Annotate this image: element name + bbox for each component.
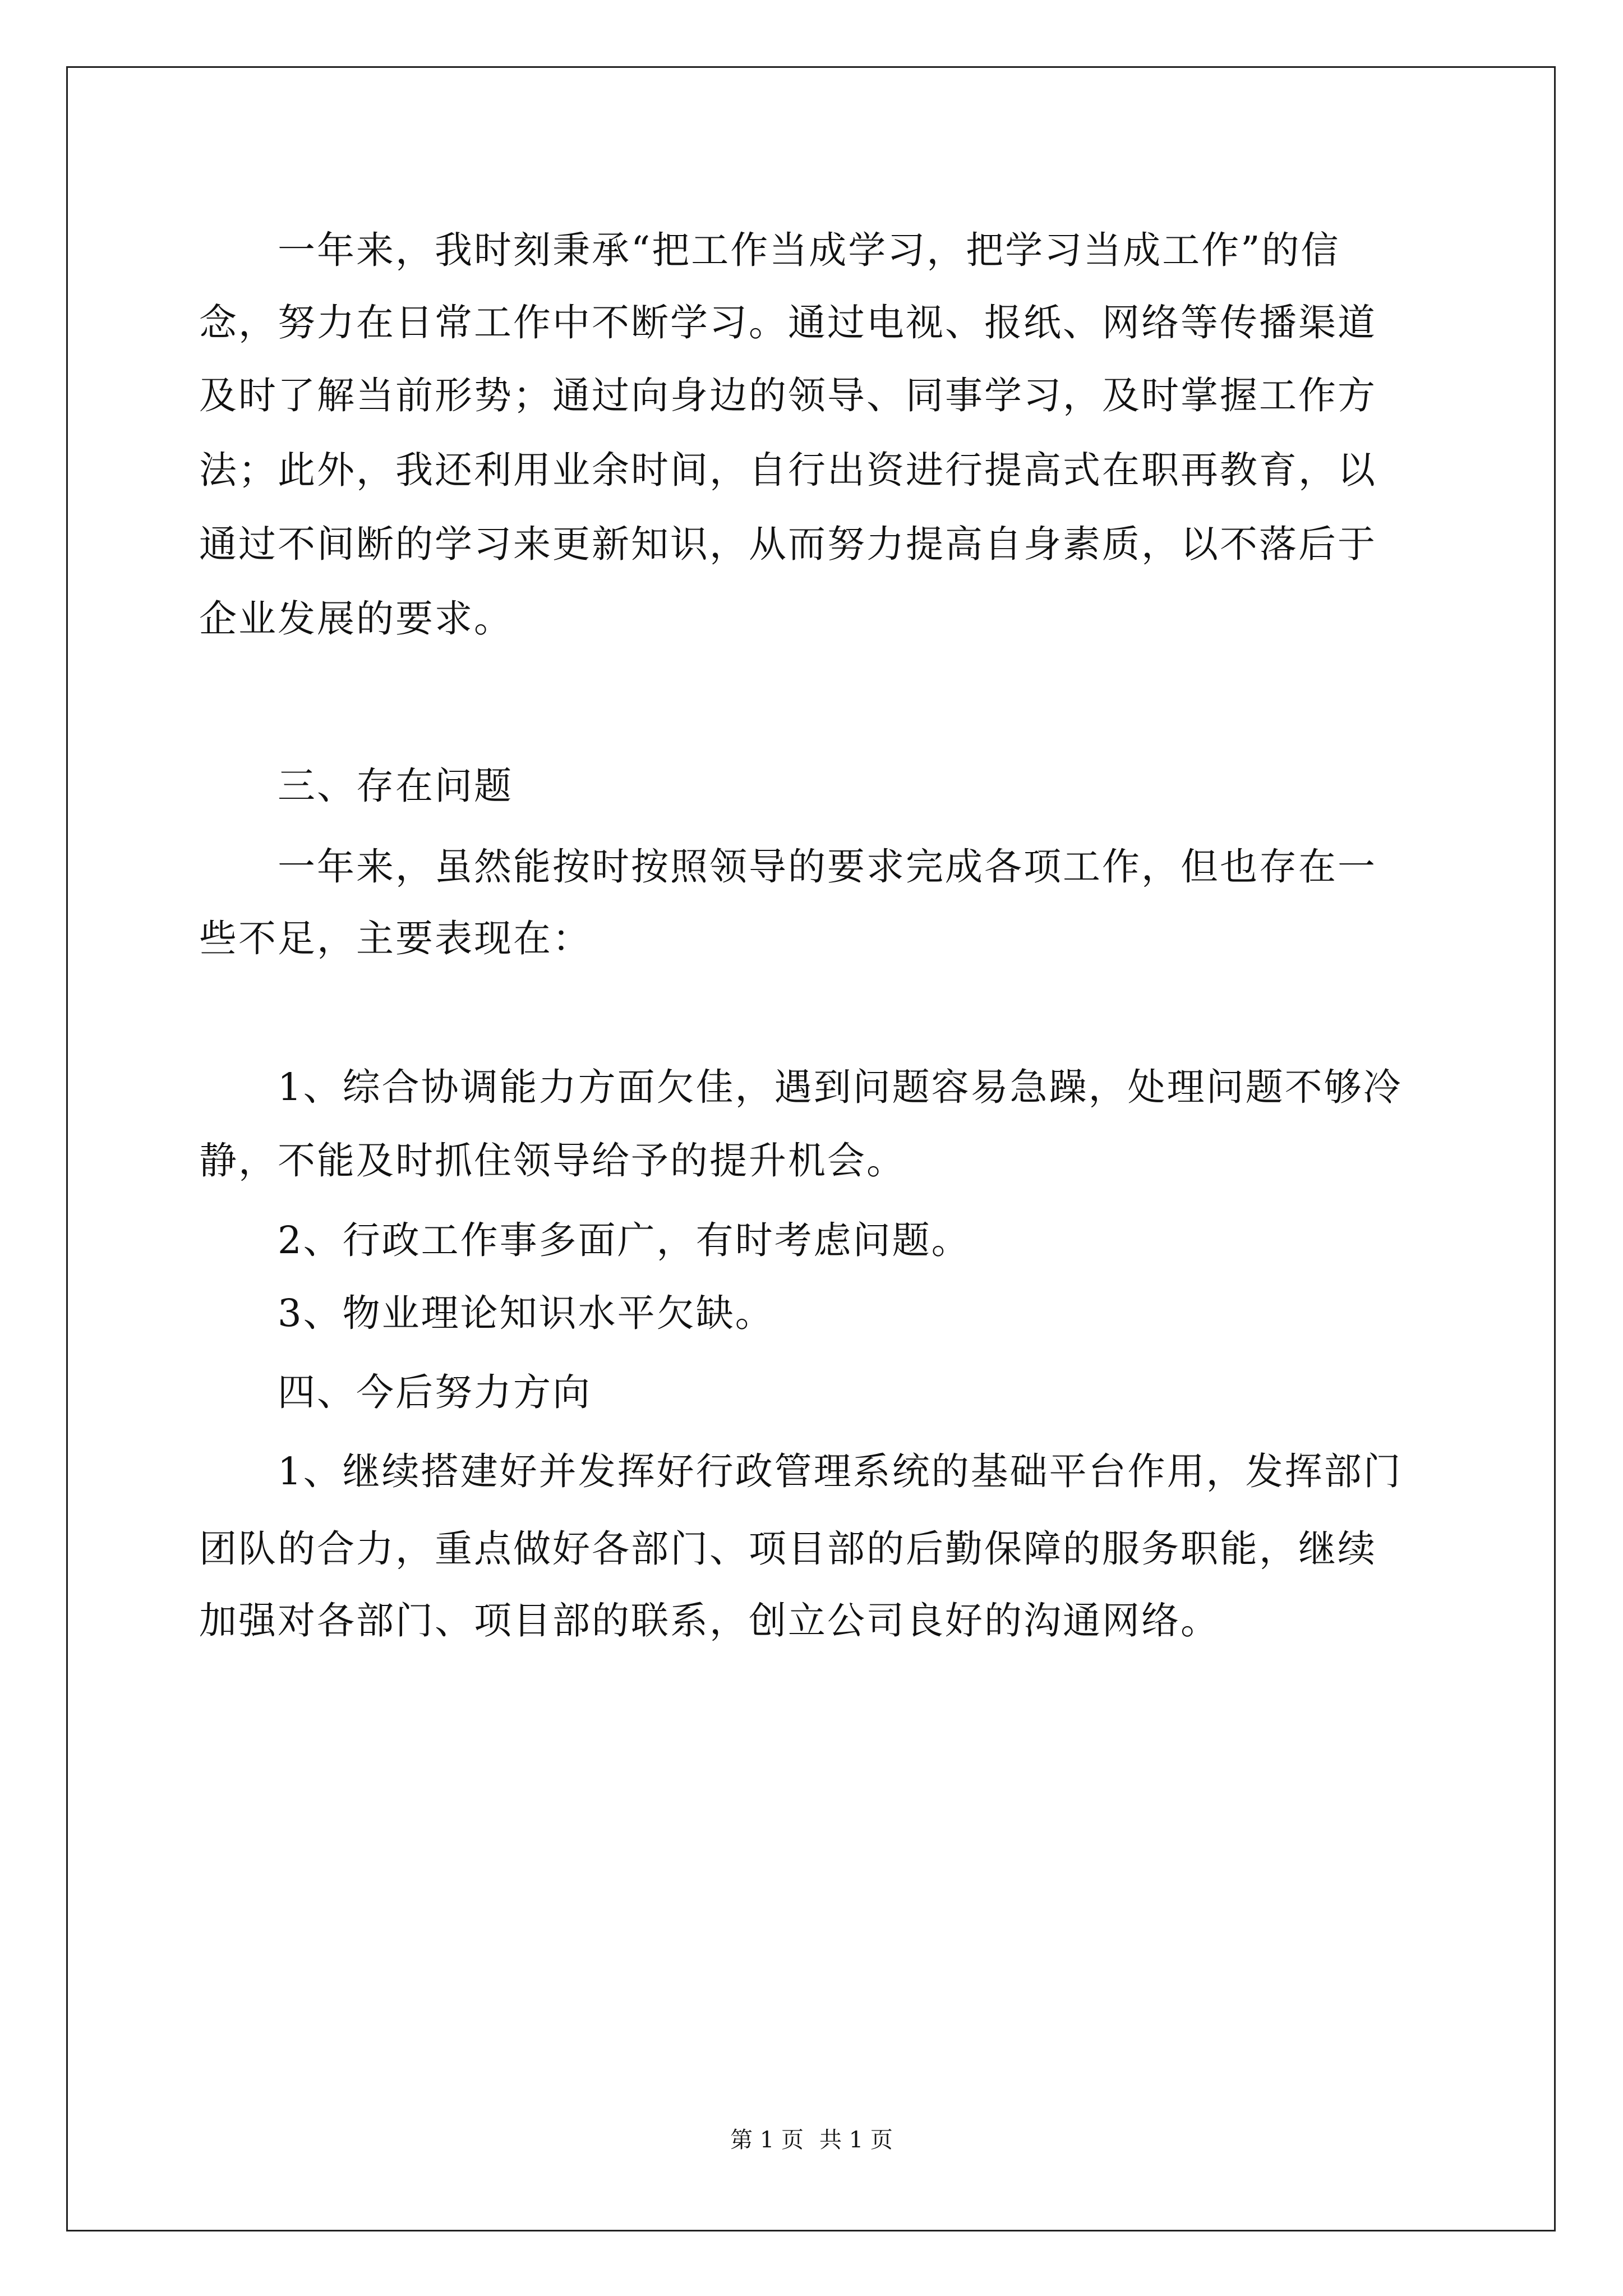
text-line: 一年来，虽然能按时按照领导的要求完成各项工作，但也存在一 [199, 845, 1377, 889]
text-line: 及时了解当前形势；通过向身边的领导、同事学习，及时掌握工作方 [199, 374, 1377, 417]
text-line: 1、继续搭建好并发挥好行政管理系统的基础平台作用，发挥部门 [199, 1450, 1403, 1493]
text-line: 念，努力在日常工作中不断学习。通过电视、报纸、网络等传播渠道 [199, 301, 1377, 344]
page-total: 共 1 页 [819, 2127, 893, 2153]
text-line: 企业发展的要求。 [199, 597, 513, 641]
text-line: 2、行政工作事多面广，有时考虑问题。 [199, 1218, 971, 1262]
text-line: 团队的合力，重点做好各部门、项目部的后勤保障的服务职能，继续 [199, 1527, 1377, 1571]
text-line: 些不足，主要表现在： [199, 917, 592, 960]
text-line: 3、物业理论知识水平欠缺。 [199, 1291, 774, 1335]
text-line: 加强对各部门、项目部的联系，创立公司良好的沟通网络。 [199, 1599, 1220, 1642]
section-heading: 四、今后努力方向 [199, 1370, 592, 1414]
section-heading: 三、存在问题 [199, 764, 513, 808]
text-line: 法；此外，我还利用业余时间，自行出资进行提高式在职再教育，以 [199, 448, 1377, 492]
text-line: 1、综合协调能力方面欠佳，遇到问题容易急躁，处理问题不够冷 [199, 1065, 1403, 1109]
text-line: 静，不能及时抓住领导给予的提升机会。 [199, 1139, 906, 1182]
text-line: 通过不间断的学习来更新知识，从而努力提高自身素质，以不落后于 [199, 522, 1377, 566]
text-line: 一年来，我时刻秉承“把工作当成学习，把学习当成工作”的信 [199, 228, 1340, 272]
page-number: 第 1 页 [730, 2127, 804, 2153]
page-footer [0, 2129, 1623, 2151]
